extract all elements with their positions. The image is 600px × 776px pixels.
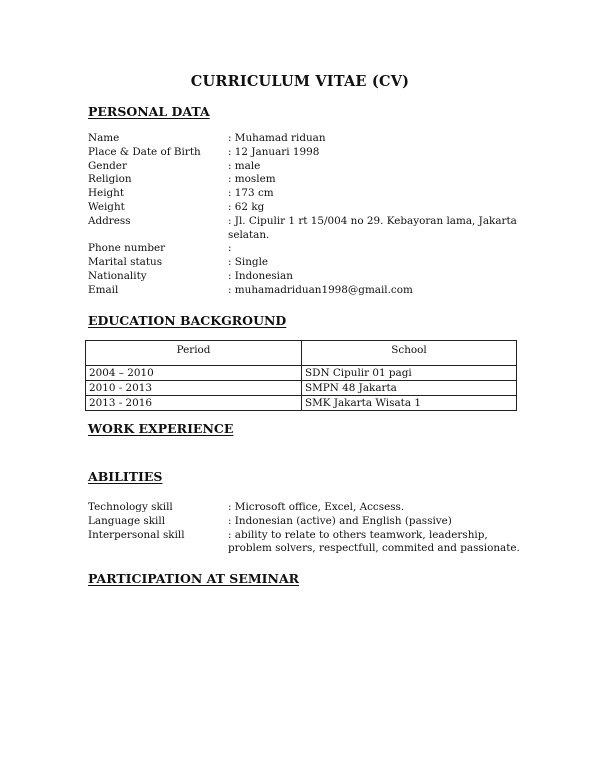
field-label: Gender bbox=[88, 159, 127, 172]
period-cell: 2004 – 2010 bbox=[86, 366, 302, 381]
field-value: : Indonesian bbox=[228, 269, 293, 282]
education-table bbox=[85, 340, 517, 411]
field-label: Phone number bbox=[88, 242, 166, 255]
field-value: : 12 Januari 1998 bbox=[228, 145, 320, 158]
field-label: Weight bbox=[88, 200, 125, 213]
school-cell: SDN Cipulir 01 pagi bbox=[302, 366, 517, 381]
period-cell: 2013 - 2016 bbox=[86, 396, 302, 411]
personal-data-list bbox=[88, 132, 528, 298]
personal-data-row bbox=[88, 132, 528, 146]
field-value: : bbox=[228, 242, 232, 255]
column-header-period: Period bbox=[86, 341, 302, 366]
field-label: Email bbox=[88, 283, 119, 296]
abilities-heading: ABILITIES bbox=[88, 469, 163, 484]
table-header-row bbox=[86, 341, 517, 366]
field-value: : Single bbox=[228, 256, 269, 269]
field-value: : muhamadriduan1998@gmail.com bbox=[228, 283, 413, 296]
ability-label: Interpersonal skill bbox=[88, 528, 185, 541]
ability-value: : Indonesian (active) and English (passive) bbox=[228, 514, 452, 527]
ability-row bbox=[88, 501, 528, 515]
field-label: Marital status bbox=[88, 256, 163, 269]
school-cell: SMK Jakarta Wisata 1 bbox=[302, 396, 517, 411]
personal-data-row bbox=[88, 173, 528, 187]
field-label: Name bbox=[88, 132, 120, 144]
personal-data-heading: PERSONAL DATA bbox=[88, 104, 210, 119]
school-cell: SMPN 48 Jakarta bbox=[302, 381, 517, 396]
table-row bbox=[86, 381, 517, 396]
ability-row bbox=[88, 515, 528, 529]
seminar-heading: PARTICIPATION AT SEMINAR bbox=[88, 571, 300, 586]
personal-data-row bbox=[88, 270, 528, 284]
field-label: Place & Date of Birth bbox=[88, 145, 201, 158]
work-experience-heading: WORK EXPERIENCE bbox=[88, 421, 234, 436]
period-cell: 2010 - 2013 bbox=[86, 381, 302, 396]
ability-row bbox=[88, 529, 528, 557]
personal-data-row bbox=[88, 146, 528, 160]
field-value: : male bbox=[228, 159, 261, 172]
field-label: Religion bbox=[88, 173, 132, 186]
field-label: Address bbox=[88, 214, 131, 227]
ability-value: : Microsoft office, Excel, Accsess. bbox=[228, 501, 405, 513]
personal-data-row bbox=[88, 256, 528, 270]
personal-data-row bbox=[88, 187, 528, 201]
personal-data-row bbox=[88, 242, 528, 256]
table-row bbox=[86, 366, 517, 381]
ability-label: Technology skill bbox=[88, 501, 173, 513]
education-heading: EDUCATION BACKGROUND bbox=[88, 313, 287, 328]
personal-data-row bbox=[88, 160, 528, 174]
field-label: Height bbox=[88, 187, 125, 200]
document-title: CURRICULUM VITAE (CV) bbox=[190, 73, 410, 90]
ability-value: : ability to relate to others teamwork, leadership, problem solvers, respectfull, commited and passionate. bbox=[228, 528, 520, 555]
field-value: : Jl. Cipulir 1 rt 15/004 no 29. Kebayoran lama, Jakarta selatan. bbox=[228, 214, 517, 241]
personal-data-row bbox=[88, 284, 528, 298]
field-value: : Muhamad riduan bbox=[228, 132, 326, 144]
table-row bbox=[86, 396, 517, 411]
personal-data-row bbox=[88, 215, 528, 243]
field-value: : 173 cm bbox=[228, 187, 274, 200]
personal-data-row bbox=[88, 201, 528, 215]
field-value: : 62 kg bbox=[228, 200, 265, 213]
field-label: Nationality bbox=[88, 269, 147, 282]
field-value: : moslem bbox=[228, 173, 276, 186]
column-header-school: School bbox=[302, 341, 517, 366]
abilities-list bbox=[88, 501, 528, 556]
ability-label: Language skill bbox=[88, 514, 166, 527]
